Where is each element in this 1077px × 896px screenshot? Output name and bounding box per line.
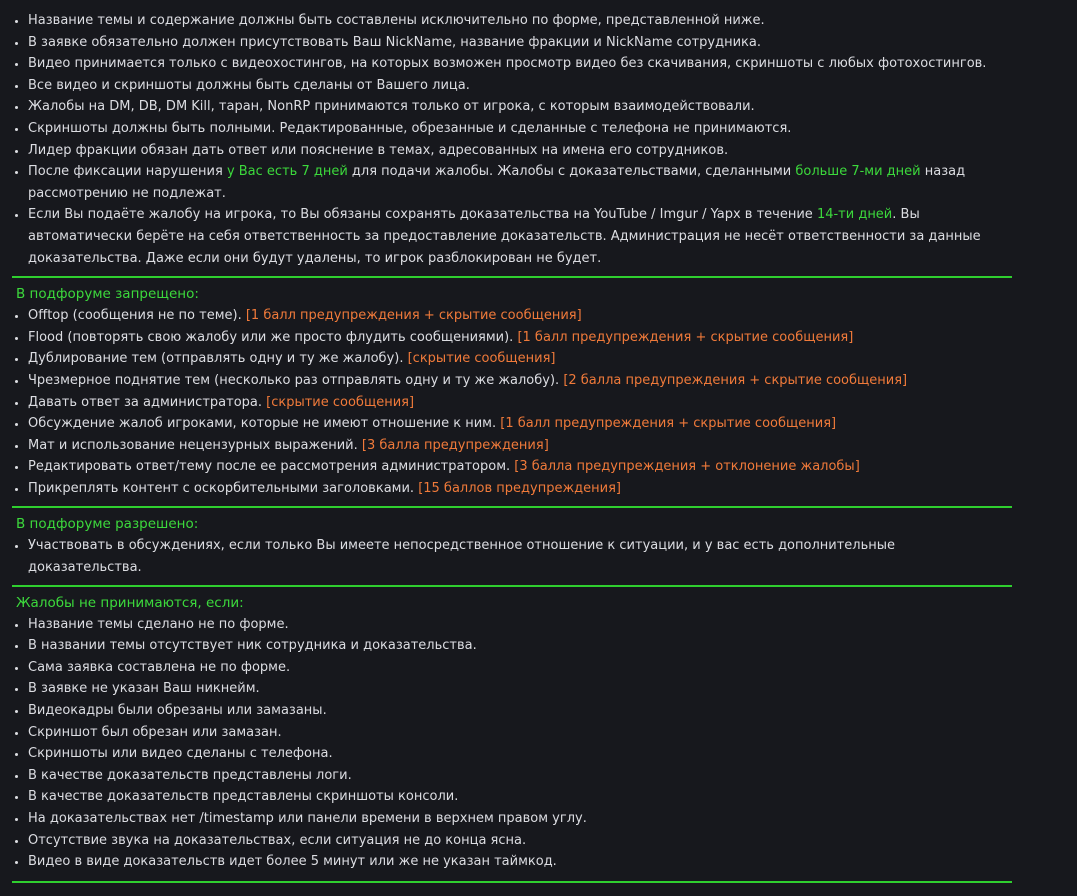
list-item: [12, 392, 1012, 414]
rule-text: Если Вы подаёте жалобу на игрока, то Вы обязаны сохранять доказательства на YouTube / Imgur / Yapx в течение: [28, 207, 817, 223]
highlight-expired: больше 7-ми дней: [795, 164, 921, 180]
rule-text: . Вы автоматически берёте на себя ответственность за предоставление доказательств. Администрация не несёт ответственности за данные доказательства. Даже если они будут удалены, то игрок разблокирован не будет.: [28, 207, 981, 266]
penalty-label: [15 баллов предупреждения]: [418, 480, 622, 496]
list-item: [12, 435, 1012, 457]
list-item: Жалобы на DM, DB, DM Kill, таран, NonRP принимаются только от игрока, с которым взаимодействовали.: [12, 96, 1012, 118]
forbidden-heading: В подфоруме запрещено:: [16, 286, 199, 303]
list-item: На доказательствах нет /timestamp или панели времени в верхнем правом углу.: [12, 808, 1012, 830]
rule-text: назад рассмотрению не подлежат.: [28, 164, 966, 201]
list-item: [12, 204, 1012, 269]
list-item: В заявке не указан Ваш никнейм.: [12, 678, 1012, 700]
list-item: [12, 478, 1012, 500]
allowed-list: [12, 535, 1012, 578]
rule-text: для подачи жалобы. Жалобы с доказательствами, сделанными: [347, 164, 796, 180]
item-text: Прикреплять контент с оскорбительными заголовками.: [28, 480, 419, 496]
list-item: Сама заявка составлена не по форме.: [12, 657, 1012, 679]
penalty-label: [3 балла предупреждения + отклонение жалобы]: [514, 459, 860, 475]
list-item: В названии темы отсутствует ник сотрудника и доказательства.: [12, 635, 1012, 657]
list-item: Скриншоты или видео сделаны с телефона.: [12, 743, 1012, 765]
rejected-list: [12, 614, 1012, 873]
item-text: Чрезмерное поднятие тем (несколько раз отправлять одну и ту же жалобу).: [28, 372, 564, 388]
divider: [12, 585, 1012, 587]
list-item: [12, 456, 1012, 478]
list-item: В заявке обязательно должен присутствовать Ваш NickName, название фракции и NickName сотрудника.: [12, 32, 1012, 54]
list-item: Лидер фракции обязан дать ответ или пояснение в темах, адресованных на имена его сотрудников.: [12, 140, 1012, 162]
penalty-label: [скрытие сообщения]: [266, 394, 415, 410]
rules-list: [12, 10, 1012, 269]
penalty-label: [1 балл предупреждения + скрытие сообщения]: [500, 416, 837, 432]
rule-text: После фиксации нарушения: [28, 164, 227, 180]
allowed-heading: В подфоруме разрешено:: [16, 516, 199, 533]
list-item: Видеокадры были обрезаны или замазаны.: [12, 700, 1012, 722]
penalty-label: [3 балла предупреждения]: [361, 437, 549, 453]
rejected-heading: Жалобы не принимаются, если:: [16, 594, 244, 611]
item-text: Редактировать ответ/тему после ее рассмотрения администратором.: [28, 459, 515, 475]
divider: [12, 506, 1012, 508]
item-text: Flood (повторять свою жалобу или же просто флудить сообщениями).: [28, 329, 518, 345]
highlight-retention: 14-ти дней: [816, 207, 893, 223]
penalty-label: [1 балл предупреждения + скрытие сообщения]: [517, 329, 854, 345]
divider: [12, 276, 1012, 278]
list-item: [12, 413, 1012, 435]
list-item: [12, 161, 1012, 204]
item-text: Мат и использование нецензурных выражений.: [28, 437, 362, 453]
item-text: Давать ответ за администратора.: [28, 394, 267, 410]
list-item: Все видео и скриншоты должны быть сделаны от Вашего лица.: [12, 75, 1012, 97]
list-item: В качестве доказательств представлены логи.: [12, 765, 1012, 787]
list-item: Видео в виде доказательств идет более 5 минут или же не указан таймкод.: [12, 851, 1012, 873]
list-item: Участвовать в обсуждениях, если только Вы имеете непосредственное отношение к ситуации, и у вас есть дополнительные доказательства.: [12, 535, 1012, 578]
item-text: Обсуждение жалоб игроками, которые не имеют отношение к ним.: [28, 416, 501, 432]
list-item: [12, 370, 1012, 392]
forbidden-list: [12, 305, 1012, 499]
list-item: Название темы и содержание должны быть составлены исключительно по форме, представленной ниже.: [12, 10, 1012, 32]
list-item: Скриншот был обрезан или замазан.: [12, 722, 1012, 744]
list-item: [12, 327, 1012, 349]
item-text: Дублирование тем (отправлять одну и ту же жалобу).: [28, 351, 408, 367]
divider: [12, 881, 1012, 883]
penalty-label: [1 балл предупреждения + скрытие сообщения]: [245, 308, 582, 324]
highlight-deadline: у Вас есть 7 дней: [226, 164, 348, 180]
penalty-label: [2 балла предупреждения + скрытие сообщения]: [563, 372, 908, 388]
post-content: [12, 10, 1012, 889]
list-item: Отсутствие звука на доказательствах, если ситуация не до конца ясна.: [12, 830, 1012, 852]
list-item: Название темы сделано не по форме.: [12, 614, 1012, 636]
penalty-label: [скрытие сообщения]: [407, 351, 556, 367]
list-item: В качестве доказательств представлены скриншоты консоли.: [12, 786, 1012, 808]
list-item: [12, 348, 1012, 370]
list-item: Скриншоты должны быть полными. Редактированные, обрезанные и сделанные с телефона не принимаются.: [12, 118, 1012, 140]
item-text: Offtop (сообщения не по теме).: [28, 308, 246, 324]
list-item: Видео принимается только с видеохостингов, на которых возможен просмотр видео без скачивания, скриншоты с любых фотохостингов.: [12, 53, 1012, 75]
list-item: [12, 305, 1012, 327]
